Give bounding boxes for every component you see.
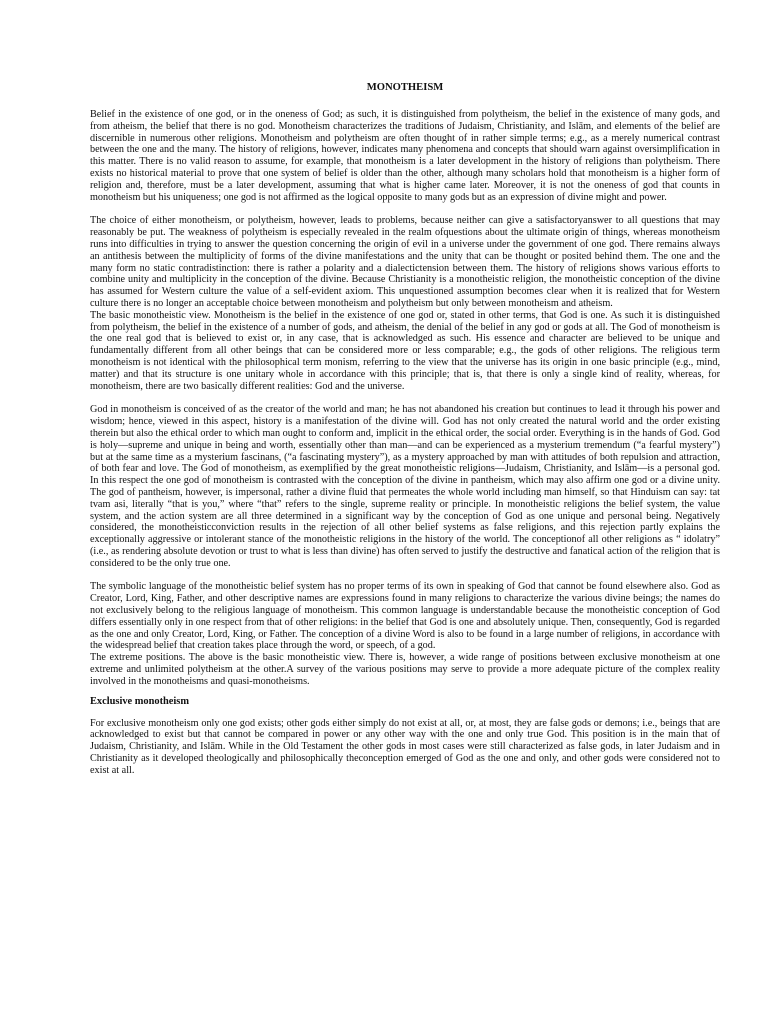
paragraph-god-in-monotheism: God in monotheism is conceived of as the creator of the world and man; he has not abandoned his creation but continues to lead it through his power and wisdom; hence, viewed in this aspect, history is a manifestation of the divine will. God has not only created the natural world and the order existing therein but also the ethical order to which man ought to conform and, implicit in the ethical order, the social order. Everything is in the hands of God. God is holy—supreme and unique in being and worth, essentially other than man—and can be experienced as a mysterium tremendum (“a fearful mystery”) but at the same time as a mysterium fascinans, (“a fascinating mystery”), as a mystery approached by man with attitudes of both repulsion and attraction, of both fear and love. The God of monotheism, as exemplified by the great monotheistic religions—Judaism, Christianity, and Islām—is a personal god. In this respect the one god of monotheism is contrasted with the conception of the divine in pantheism, which may also affirm one god or a divine unity. The god of pantheism, however, is impersonal, rather a divine fluid that permeates the whole world including man himself, so that Hinduism can say: tat tvam asi, literally “that is you,” where “that” refers to the single, supreme reality or principle. In monotheistic religions the belief system, the value system, and the action system are all three determined in a significant way by the conception of God as one unique and personal being. Negatively considered, the monotheisticconviction results in the rejection of all other belief systems as false religions, and this rejection partly explains the exceptionally aggressive or intolerant stance of the monotheistic religions in the history of the world. The conceptionof all other religions as “ idolatry” (i.e., as rendering absolute devotion or trust to what is less than divine) has often served to justify the destructive and fanatical action of the religion that is considered to be the only true one.: [90, 404, 720, 569]
document-page: [90, 82, 720, 777]
paragraph-intro: Belief in the existence of one god, or in the oneness of God; as such, it is distinguished from polytheism, the belief in the existence of many gods, and from atheism, the belief that there is no god. Monotheism characterizes the traditions of Judaism, Christianity, and Islām, and elements of the belief are discernible in numerous other religions. Monotheism and polytheism are often thought of in rather simple terms; e.g., as a merely numerical contrast between the one and the many. The history of religions, however, indicates many phenomena and concepts that should warn against oversimplification in this matter. There is no valid reason to assume, for example, that monotheism is a later development in the history of religions than polytheism. There exists no historical material to prove that one system of belief is older than the other, although many scholars hold that monotheism is a higher form of religion and, therefore, must be a later development, assuming that what is higher came later. Moreover, it is not the oneness of god that counts in monotheism but his uniqueness; one god is not affirmed as the logical opposite to many gods but as an expression of divine might and power.: [90, 109, 720, 203]
paragraph-exclusive-monotheism: For exclusive monotheism only one god exists; other gods either simply do not exist at all, or, at most, they are false gods or demons; i.e., beings that are acknowledged to exist but that cannot be compared in power or any other way with the one and only true God. This position is in the main that of Judaism, Christianity, and Islām. While in the Old Testament the other gods in most cases were still characterized as false gods, in later Judaism and in Christianity as it developed theologically and philosophically theconception emerged of God as the one and only, and other gods were considered not to exist at all.: [90, 717, 720, 776]
paragraph-choice: The choice of either monotheism, or polytheism, however, leads to problems, because neither can give a satisfactoryanswer to all questions that may reasonably be put. The weakness of polytheism is especially revealed in the realm ofquestions about the ultimate origin of things, whereas monotheism runs into difficulties in trying to answer the question concerning the origin of evil in a universe under the government of one god. There remains always an antithesis between the multiplicity of forms of the divine manifestations and the unity that can be thought or posited behind them. The one and the many form no static contradistinction: there is rather a polarity and a dialectictension between them. The history of religions shows various efforts to combine unity and multiplicity in the conception of the divine. Because Christianity is a monotheistic religion, the monotheistic conception of the divine has assumed for Western culture the value of a self-evident axiom. This unquestioned assumption becomes clear when it is realized that for Western culture there is no longer an acceptable choice between monotheism and polytheism but only between monotheism and atheism.: [90, 215, 720, 309]
paragraph-symbolic-language: The symbolic language of the monotheistic belief system has no proper terms of its own in speaking of God that cannot be found elsewhere also. God as Creator, Lord, King, Father, and other descriptive names are expressions found in many religions to characterize the various divine beings; the names do not exclusively belong to the religious language of monotheism. This common language is understandable because the monotheistic conception of God differs essentially only in one respect from that of other religions: in the belief that God is one and absolutely unique. Then, consequently, God is regarded as the one and only Creator, Lord, King, or Father. The conception of a divine Word is also to be found in a large number of religions, in accordance with the widespread belief that creation takes place through the word, or speech, of a god.: [90, 581, 720, 652]
document-title: MONOTHEISM: [366, 82, 444, 93]
section-heading: Exclusive monotheism: [90, 695, 190, 707]
paragraph-basic-view: The basic monotheistic view. Monotheism is the belief in the existence of one god or, stated in other terms, that God is one. As such it is distinguished from polytheism, the belief in the existence of a number of gods, and atheism, the denial of the belief in any god or gods at all. The God of monotheism is the one real god that is believed to exist or, in any case, that is acknowledged as such. His essence and character are believed to be unique and fundamentally different from all other beings that can be considered more or less comparable; e.g., the gods of other religions. The religious term monotheism is not identical with the philosophical term monism, referring to the view that the universe has its origin in one basic principle (e.g., mind, matter) and that its structure is one unitary whole in accordance with this principle; that is, that there is only a single kind of reality, whereas, for monotheism, there are two basically different realities: God and the universe.: [90, 309, 720, 392]
paragraph-extreme-positions: The extreme positions. The above is the basic monotheistic view. There is, however, a wide range of positions between exclusive monotheism at one extreme and unlimited polytheism at the other.A survey of the various positions may serve to provide a more adequate picture of the complex reality involved in the monotheisms and quasi-monotheisms.: [90, 652, 720, 687]
